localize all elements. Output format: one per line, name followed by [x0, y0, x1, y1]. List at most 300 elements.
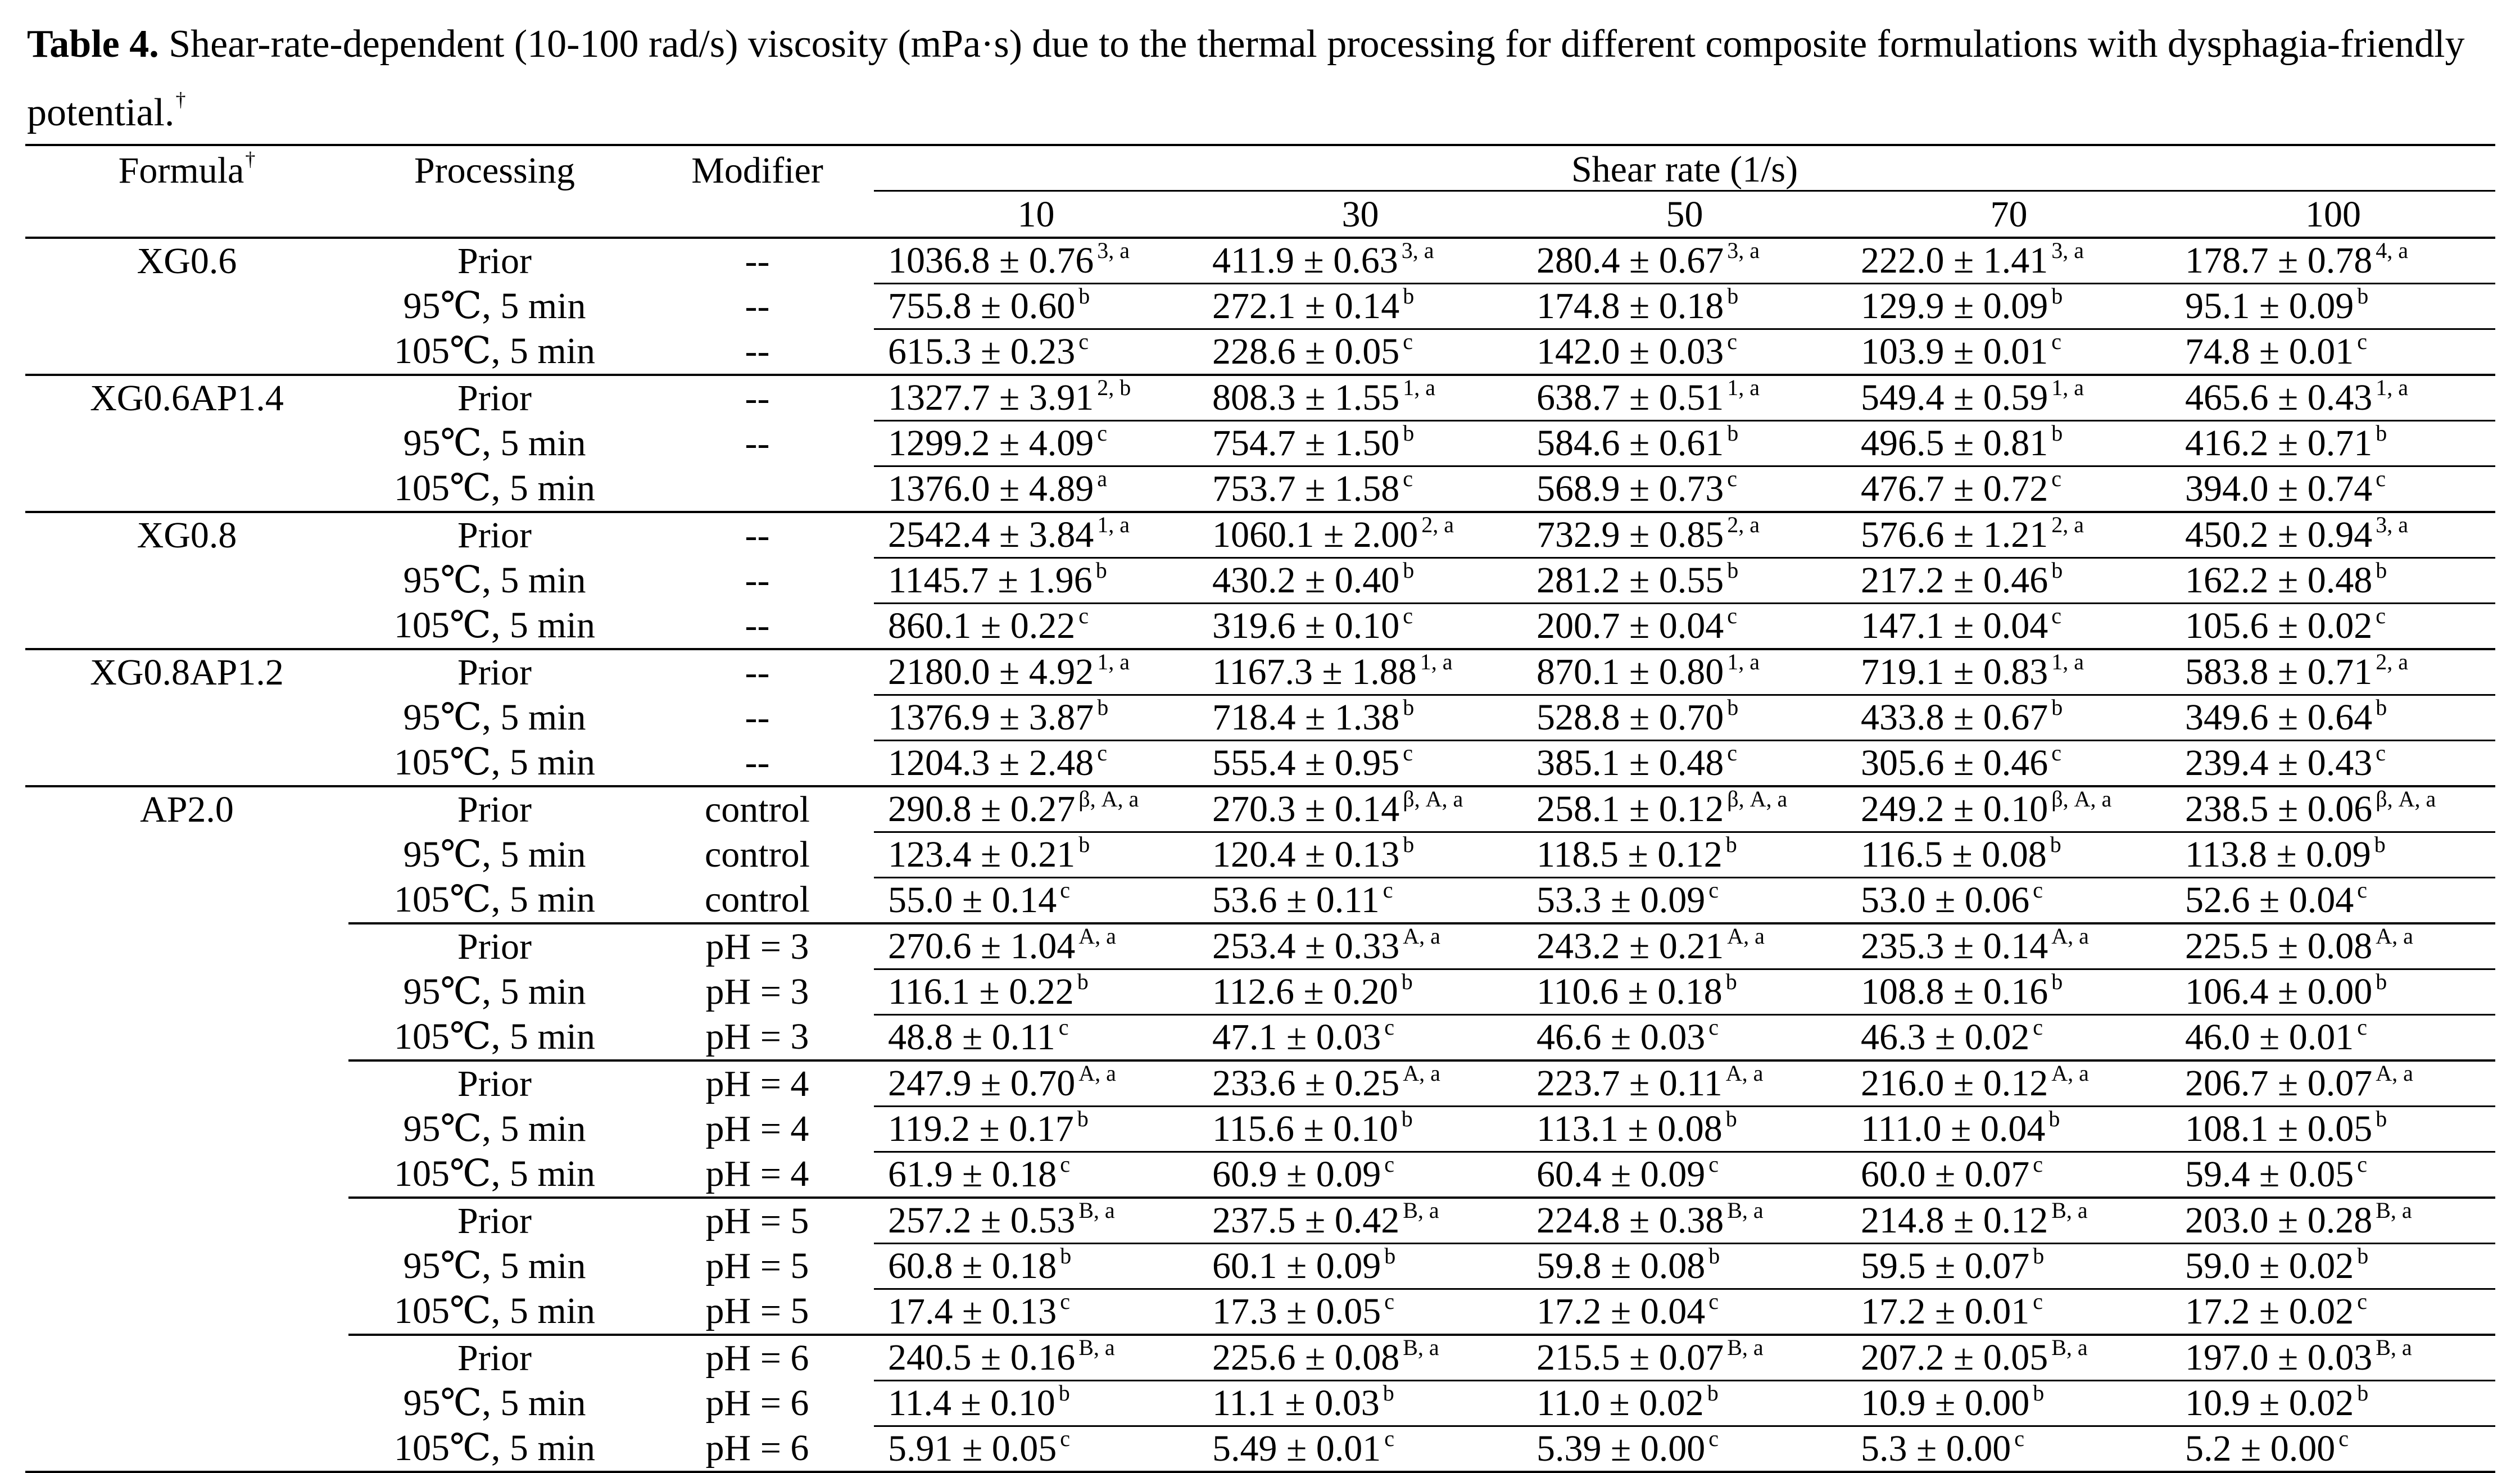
viscosity-cell — [1198, 878, 1522, 924]
viscosity-value: 228.6 ± 0.05 — [1212, 331, 1400, 372]
viscosity-cell — [874, 786, 1198, 832]
significance-letters: c — [2357, 877, 2367, 903]
viscosity-value: 11.0 ± 0.02 — [1537, 1383, 1704, 1424]
significance-letters: b — [2376, 969, 2387, 994]
significance-letters: b — [2051, 695, 2063, 720]
significance-letters: B, a — [2051, 1335, 2088, 1360]
significance-letters: b — [2033, 1380, 2045, 1406]
significance-letters: c — [1097, 740, 1107, 765]
significance-letters: 2, a — [2376, 649, 2408, 674]
viscosity-cell — [874, 375, 1198, 421]
processing-cell: 95℃, 5 min — [403, 1383, 586, 1424]
viscosity-value: 200.7 ± 0.04 — [1537, 605, 1724, 646]
viscosity-cell — [1522, 1289, 1847, 1335]
significance-letters: c — [2051, 329, 2061, 354]
formula-cell — [25, 1244, 348, 1289]
viscosity-cell — [1847, 284, 2171, 329]
significance-letters: c — [1060, 1426, 1070, 1451]
viscosity-cell — [2171, 1335, 2495, 1381]
modifier-cell: -- — [641, 375, 874, 421]
viscosity-value: 10.9 ± 0.00 — [1861, 1383, 2030, 1424]
viscosity-value: 225.5 ± 0.08 — [2185, 926, 2373, 967]
formula-cell — [25, 284, 348, 329]
viscosity-cell — [874, 1289, 1198, 1335]
viscosity-cell — [874, 969, 1198, 1015]
viscosity-cell — [1198, 1335, 1522, 1381]
modifier-cell: pH = 5 — [705, 1290, 809, 1332]
viscosity-value: 319.6 ± 0.10 — [1212, 605, 1400, 646]
viscosity-cell — [874, 1198, 1198, 1244]
table-row — [25, 375, 2495, 421]
table-row — [25, 421, 2495, 466]
viscosity-value: 116.5 ± 0.08 — [1861, 834, 2047, 875]
significance-letters: B, a — [1727, 1335, 1764, 1360]
formula-cell — [25, 1060, 348, 1107]
table-row — [25, 1060, 2495, 1107]
viscosity-cell — [2171, 375, 2495, 421]
viscosity-value: 123.4 ± 0.21 — [888, 834, 1076, 875]
significance-letters: 1, a — [2051, 649, 2084, 674]
table-row — [25, 695, 2495, 741]
significance-letters: c — [1058, 1014, 1069, 1040]
significance-letters: b — [2376, 420, 2387, 446]
significance-letters: b — [1403, 558, 1415, 583]
viscosity-value: 555.4 ± 0.95 — [1212, 742, 1400, 783]
viscosity-value: 74.8 ± 0.01 — [2185, 331, 2354, 372]
viscosity-value: 549.4 ± 0.59 — [1861, 377, 2048, 418]
viscosity-cell — [1522, 1152, 1847, 1198]
viscosity-cell — [874, 1015, 1198, 1061]
processing-cell: 95℃, 5 min — [403, 285, 586, 327]
significance-letters: b — [1403, 695, 1415, 720]
viscosity-value: 576.6 ± 1.21 — [1861, 514, 2048, 555]
viscosity-value: 53.6 ± 0.11 — [1212, 880, 1380, 921]
significance-letters: c — [2014, 1426, 2024, 1451]
viscosity-value: 60.1 ± 0.09 — [1212, 1245, 1381, 1286]
significance-letters: c — [1403, 466, 1413, 491]
modifier-cell: -- — [745, 330, 770, 372]
significance-letters: 3, a — [2376, 512, 2408, 537]
significance-letters: c — [1708, 1152, 1719, 1177]
viscosity-cell — [2171, 1289, 2495, 1335]
significance-letters: c — [1384, 1289, 1394, 1314]
viscosity-cell — [2171, 832, 2495, 878]
viscosity-value: 238.5 ± 0.06 — [2185, 788, 2373, 830]
significance-letters: B, a — [1403, 1335, 1439, 1360]
viscosity-cell — [1847, 695, 2171, 741]
viscosity-value: 753.7 ± 1.58 — [1212, 468, 1400, 509]
viscosity-cell — [1847, 649, 2171, 695]
viscosity-value: 249.2 ± 0.10 — [1861, 788, 2048, 830]
modifier-cell: pH = 4 — [705, 1108, 809, 1149]
significance-letters: c — [2051, 466, 2061, 491]
viscosity-value: 197.0 ± 0.03 — [2185, 1337, 2373, 1378]
viscosity-value: 433.8 ± 0.67 — [1861, 697, 2048, 738]
viscosity-value: 2180.0 ± 4.92 — [888, 651, 1094, 692]
table-row — [25, 1426, 2495, 1472]
modifier-cell: control — [705, 834, 810, 875]
table-row — [25, 649, 2495, 695]
viscosity-value: 5.39 ± 0.00 — [1537, 1428, 1706, 1469]
viscosity-cell — [2171, 466, 2495, 513]
processing-cell: 95℃, 5 min — [403, 834, 586, 875]
viscosity-cell — [1522, 1107, 1847, 1152]
viscosity-cell — [1847, 238, 2171, 284]
table-row — [25, 1335, 2495, 1381]
formula-cell — [25, 1381, 348, 1426]
header-shear-rate: Shear rate (1/s) — [874, 145, 2495, 191]
significance-letters: c — [2051, 603, 2061, 628]
processing-cell: Prior — [348, 375, 641, 421]
viscosity-cell — [2171, 786, 2495, 832]
viscosity-cell — [874, 832, 1198, 878]
significance-letters: 4, a — [2376, 238, 2408, 263]
significance-letters: b — [2051, 558, 2063, 583]
table-row — [25, 1198, 2495, 1244]
processing-cell: Prior — [348, 1335, 641, 1381]
significance-letters: 3, a — [1097, 238, 1130, 263]
viscosity-cell — [1847, 604, 2171, 650]
viscosity-cell — [1522, 558, 1847, 604]
significance-letters: A, a — [2051, 923, 2089, 949]
viscosity-value: 239.4 ± 0.43 — [2185, 742, 2373, 783]
viscosity-cell — [874, 649, 1198, 695]
significance-letters: b — [1078, 283, 1090, 309]
modifier-cell: pH = 3 — [641, 923, 874, 969]
formula-cell — [25, 969, 348, 1015]
header-modifier: Modifier — [641, 145, 874, 191]
viscosity-cell — [2171, 649, 2495, 695]
viscosity-cell — [2171, 421, 2495, 466]
table-row — [25, 238, 2495, 284]
viscosity-value: 103.9 ± 0.01 — [1861, 331, 2048, 372]
formula-cell: XG0.6 — [137, 240, 237, 282]
modifier-cell: -- — [745, 697, 770, 738]
significance-letters: b — [1727, 420, 1739, 446]
significance-letters: b — [2051, 969, 2063, 994]
viscosity-cell — [1522, 1335, 1847, 1381]
viscosity-cell — [1847, 1060, 2171, 1107]
viscosity-value: 584.6 ± 0.61 — [1537, 423, 1724, 464]
significance-letters: b — [1707, 1380, 1719, 1406]
viscosity-cell — [1522, 1198, 1847, 1244]
significance-letters: c — [2357, 1289, 2367, 1314]
viscosity-value: 60.4 ± 0.09 — [1537, 1154, 1706, 1195]
viscosity-value: 59.0 ± 0.02 — [2185, 1245, 2354, 1286]
viscosity-cell — [1847, 1335, 2171, 1381]
viscosity-value: 1376.0 ± 4.89 — [888, 468, 1094, 509]
viscosity-value: 55.0 ± 0.14 — [888, 880, 1057, 921]
viscosity-value: 476.7 ± 0.72 — [1861, 468, 2048, 509]
viscosity-value: 108.1 ± 0.05 — [2185, 1108, 2373, 1149]
significance-letters: c — [1383, 877, 1393, 903]
viscosity-cell — [874, 695, 1198, 741]
modifier-cell: control — [705, 879, 810, 921]
viscosity-value: 110.6 ± 0.18 — [1537, 971, 1723, 1012]
viscosity-cell — [1198, 1381, 1522, 1426]
formula-cell: XG0.6AP1.4 — [25, 375, 348, 421]
viscosity-cell — [1847, 878, 2171, 924]
viscosity-value: 247.9 ± 0.70 — [888, 1063, 1076, 1104]
viscosity-cell — [874, 1426, 1198, 1472]
processing-cell: 105℃, 5 min — [393, 1153, 595, 1195]
viscosity-cell — [1198, 741, 1522, 787]
viscosity-value: 257.2 ± 0.53 — [888, 1200, 1076, 1241]
viscosity-cell — [874, 421, 1198, 466]
viscosity-cell — [1522, 512, 1847, 558]
viscosity-cell — [874, 1381, 1198, 1426]
significance-letters: b — [1725, 969, 1737, 994]
significance-letters: c — [1708, 1289, 1719, 1314]
significance-letters: c — [1403, 329, 1413, 354]
formula-cell — [25, 741, 348, 787]
significance-letters: c — [1060, 1152, 1070, 1177]
significance-letters: c — [1727, 603, 1737, 628]
significance-letters: c — [1708, 1014, 1719, 1040]
viscosity-value: 11.1 ± 0.03 — [1212, 1383, 1380, 1424]
viscosity-cell — [1198, 558, 1522, 604]
processing-cell: 95℃, 5 min — [403, 1245, 586, 1286]
significance-letters: β, A, a — [1078, 786, 1139, 812]
viscosity-value: 638.7 ± 0.51 — [1537, 377, 1724, 418]
significance-letters: c — [2357, 1152, 2367, 1177]
viscosity-cell — [1198, 1107, 1522, 1152]
viscosity-value: 108.8 ± 0.16 — [1861, 971, 2048, 1012]
viscosity-value: 223.7 ± 0.11 — [1537, 1063, 1723, 1104]
significance-letters: 1, a — [1097, 649, 1130, 674]
viscosity-value: 216.0 ± 0.12 — [1861, 1063, 2048, 1104]
significance-letters: b — [1727, 558, 1739, 583]
viscosity-cell — [1847, 1015, 2171, 1061]
viscosity-value: 115.6 ± 0.10 — [1212, 1108, 1398, 1149]
viscosity-cell — [1847, 558, 2171, 604]
viscosity-cell — [1198, 1426, 1522, 1472]
viscosity-cell — [1522, 1060, 1847, 1107]
viscosity-cell — [874, 604, 1198, 650]
modifier-cell: pH = 3 — [705, 1016, 809, 1058]
significance-letters: c — [1403, 740, 1413, 765]
significance-letters: β, A, a — [1403, 786, 1463, 812]
significance-letters: b — [1097, 695, 1109, 720]
significance-letters: 3, a — [1401, 238, 1434, 263]
viscosity-value: 222.0 ± 1.41 — [1861, 240, 2048, 281]
table-label: Table 4. — [27, 22, 159, 66]
table-row — [25, 832, 2495, 878]
viscosity-value: 48.8 ± 0.11 — [888, 1017, 1055, 1058]
viscosity-cell — [1522, 1381, 1847, 1426]
viscosity-value: 272.1 ± 0.14 — [1212, 285, 1400, 327]
caption-text: Shear-rate-dependent (10-100 rad/s) viscosity (mPa·s) due to the thermal processing for different composite formulations with dysphagia-friendly potential. — [27, 22, 2465, 134]
header-rate-30: 30 — [1198, 191, 1522, 238]
significance-letters: b — [2357, 1243, 2369, 1268]
viscosity-value: 305.6 ± 0.46 — [1861, 742, 2048, 783]
viscosity-cell — [1198, 1152, 1522, 1198]
viscosity-value: 385.1 ± 0.48 — [1537, 742, 1724, 783]
viscosity-cell — [1198, 466, 1522, 513]
viscosity-value: 174.8 ± 0.18 — [1537, 285, 1724, 327]
viscosity-table — [25, 144, 2495, 1473]
viscosity-value: 754.7 ± 1.50 — [1212, 423, 1400, 464]
significance-letters: b — [1401, 1106, 1413, 1131]
viscosity-cell — [1522, 284, 1847, 329]
viscosity-value: 118.5 ± 0.12 — [1537, 834, 1723, 875]
viscosity-cell — [2171, 238, 2495, 284]
significance-letters: b — [1727, 695, 1739, 720]
header-rate-50: 50 — [1522, 191, 1847, 238]
formula-cell — [25, 832, 348, 878]
viscosity-value: 113.8 ± 0.09 — [2185, 834, 2371, 875]
viscosity-cell — [874, 512, 1198, 558]
table-row — [25, 1244, 2495, 1289]
viscosity-value: 178.7 ± 0.78 — [2185, 240, 2373, 281]
viscosity-value: 60.9 ± 0.09 — [1212, 1154, 1381, 1195]
table-row — [25, 969, 2495, 1015]
formula-cell — [25, 1426, 348, 1472]
viscosity-cell — [2171, 1244, 2495, 1289]
modifier-cell: control — [641, 786, 874, 832]
significance-letters: 1, a — [1403, 375, 1435, 400]
processing-cell: 105℃, 5 min — [393, 742, 595, 783]
viscosity-cell — [2171, 1060, 2495, 1107]
viscosity-cell — [2171, 741, 2495, 787]
table-row — [25, 1015, 2495, 1061]
formula-cell — [25, 421, 348, 466]
modifier-cell: pH = 6 — [641, 1426, 874, 1472]
viscosity-cell — [1198, 238, 1522, 284]
modifier-cell: -- — [745, 423, 770, 464]
modifier-cell: pH = 4 — [705, 1153, 809, 1195]
viscosity-value: 106.4 ± 0.00 — [2185, 971, 2373, 1012]
significance-letters: β, A, a — [2051, 786, 2112, 812]
viscosity-cell — [1522, 969, 1847, 1015]
viscosity-value: 111.0 ± 0.04 — [1861, 1108, 2046, 1149]
viscosity-value: 5.3 ± 0.00 — [1861, 1428, 2011, 1469]
table-row — [25, 1107, 2495, 1152]
viscosity-value: 235.3 ± 0.14 — [1861, 926, 2048, 967]
significance-letters: 1, a — [1727, 649, 1760, 674]
viscosity-value: 113.1 ± 0.08 — [1537, 1108, 1723, 1149]
processing-cell: 105℃, 5 min — [393, 605, 595, 646]
viscosity-value: 61.9 ± 0.18 — [888, 1154, 1057, 1195]
viscosity-value: 870.1 ± 0.80 — [1537, 651, 1724, 692]
viscosity-cell — [1198, 284, 1522, 329]
viscosity-value: 583.8 ± 0.71 — [2185, 651, 2373, 692]
viscosity-cell — [1522, 421, 1847, 466]
processing-cell: 105℃, 5 min — [393, 1016, 595, 1058]
formula-cell: XG0.8AP1.2 — [25, 649, 348, 695]
header-processing: Processing — [348, 145, 641, 191]
viscosity-cell — [1198, 512, 1522, 558]
modifier-cell: pH = 5 — [641, 1198, 874, 1244]
viscosity-value: 719.1 ± 0.83 — [1861, 651, 2048, 692]
formula-cell — [25, 1335, 348, 1381]
significance-letters: b — [1095, 558, 1107, 583]
viscosity-value: 860.1 ± 0.22 — [888, 605, 1076, 646]
viscosity-value: 240.5 ± 0.16 — [888, 1337, 1076, 1378]
viscosity-value: 496.5 ± 0.81 — [1861, 423, 2048, 464]
viscosity-value: 47.1 ± 0.03 — [1212, 1017, 1381, 1058]
viscosity-cell — [1522, 832, 1847, 878]
significance-letters: c — [2051, 740, 2061, 765]
viscosity-value: 411.9 ± 0.63 — [1212, 240, 1398, 281]
viscosity-cell — [1847, 1426, 2171, 1472]
viscosity-value: 528.8 ± 0.70 — [1537, 697, 1724, 738]
modifier-cell: pH = 6 — [641, 1335, 874, 1381]
significance-letters: b — [2376, 558, 2387, 583]
viscosity-cell — [1847, 329, 2171, 375]
significance-letters: A, a — [1078, 1060, 1116, 1086]
viscosity-cell — [2171, 1426, 2495, 1472]
significance-letters: b — [1383, 1380, 1394, 1406]
viscosity-cell — [1198, 1015, 1522, 1061]
viscosity-value: 450.2 ± 0.94 — [2185, 514, 2373, 555]
viscosity-value: 233.6 ± 0.25 — [1212, 1063, 1400, 1104]
viscosity-cell — [874, 1107, 1198, 1152]
viscosity-value: 253.4 ± 0.33 — [1212, 926, 1400, 967]
significance-letters: c — [1060, 1289, 1070, 1314]
viscosity-value: 11.4 ± 0.10 — [888, 1383, 1055, 1424]
viscosity-value: 224.8 ± 0.38 — [1537, 1200, 1724, 1241]
significance-letters: A, a — [1403, 923, 1440, 949]
table-row — [25, 1289, 2495, 1335]
viscosity-cell — [1522, 329, 1847, 375]
viscosity-cell — [1847, 512, 2171, 558]
significance-letters: β, A, a — [1727, 786, 1788, 812]
processing-cell: 95℃, 5 min — [403, 560, 586, 601]
viscosity-cell — [1847, 1107, 2171, 1152]
significance-letters: A, a — [1727, 923, 1765, 949]
modifier-cell: -- — [745, 742, 770, 783]
viscosity-cell — [1847, 466, 2171, 513]
formula-cell — [25, 1107, 348, 1152]
formula-cell — [25, 1015, 348, 1061]
viscosity-value: 17.2 ± 0.04 — [1537, 1291, 1706, 1332]
significance-letters: b — [1060, 1243, 1072, 1268]
significance-letters: c — [1078, 329, 1089, 354]
processing-cell: Prior — [457, 240, 532, 282]
viscosity-cell — [874, 923, 1198, 969]
processing-cell: Prior — [348, 786, 641, 832]
formula-cell — [25, 1289, 348, 1335]
processing-cell: Prior — [348, 1198, 641, 1244]
table-row — [25, 741, 2495, 787]
viscosity-cell — [1198, 786, 1522, 832]
viscosity-value: 60.8 ± 0.18 — [888, 1245, 1057, 1286]
viscosity-value: 17.2 ± 0.02 — [2185, 1291, 2354, 1332]
table-row — [25, 923, 2495, 969]
viscosity-value: 17.3 ± 0.05 — [1212, 1291, 1381, 1332]
viscosity-cell — [1847, 832, 2171, 878]
significance-letters: b — [1727, 283, 1739, 309]
viscosity-value: 5.49 ± 0.01 — [1212, 1428, 1381, 1469]
significance-letters: B, a — [1078, 1335, 1115, 1360]
processing-cell: Prior — [348, 649, 641, 695]
significance-letters: b — [2051, 420, 2063, 446]
caption-dagger: † — [175, 88, 186, 111]
significance-letters: c — [1060, 877, 1070, 903]
table-body — [25, 238, 2495, 1472]
viscosity-cell — [874, 284, 1198, 329]
viscosity-cell — [2171, 1107, 2495, 1152]
processing-cell: 95℃, 5 min — [403, 971, 586, 1012]
significance-letters: 2, b — [1097, 375, 1131, 400]
table-row — [25, 604, 2495, 650]
viscosity-cell — [2171, 878, 2495, 924]
significance-letters: A, a — [1403, 1060, 1440, 1086]
viscosity-cell — [1198, 969, 1522, 1015]
viscosity-cell — [1847, 375, 2171, 421]
viscosity-value: 46.6 ± 0.03 — [1537, 1017, 1706, 1058]
